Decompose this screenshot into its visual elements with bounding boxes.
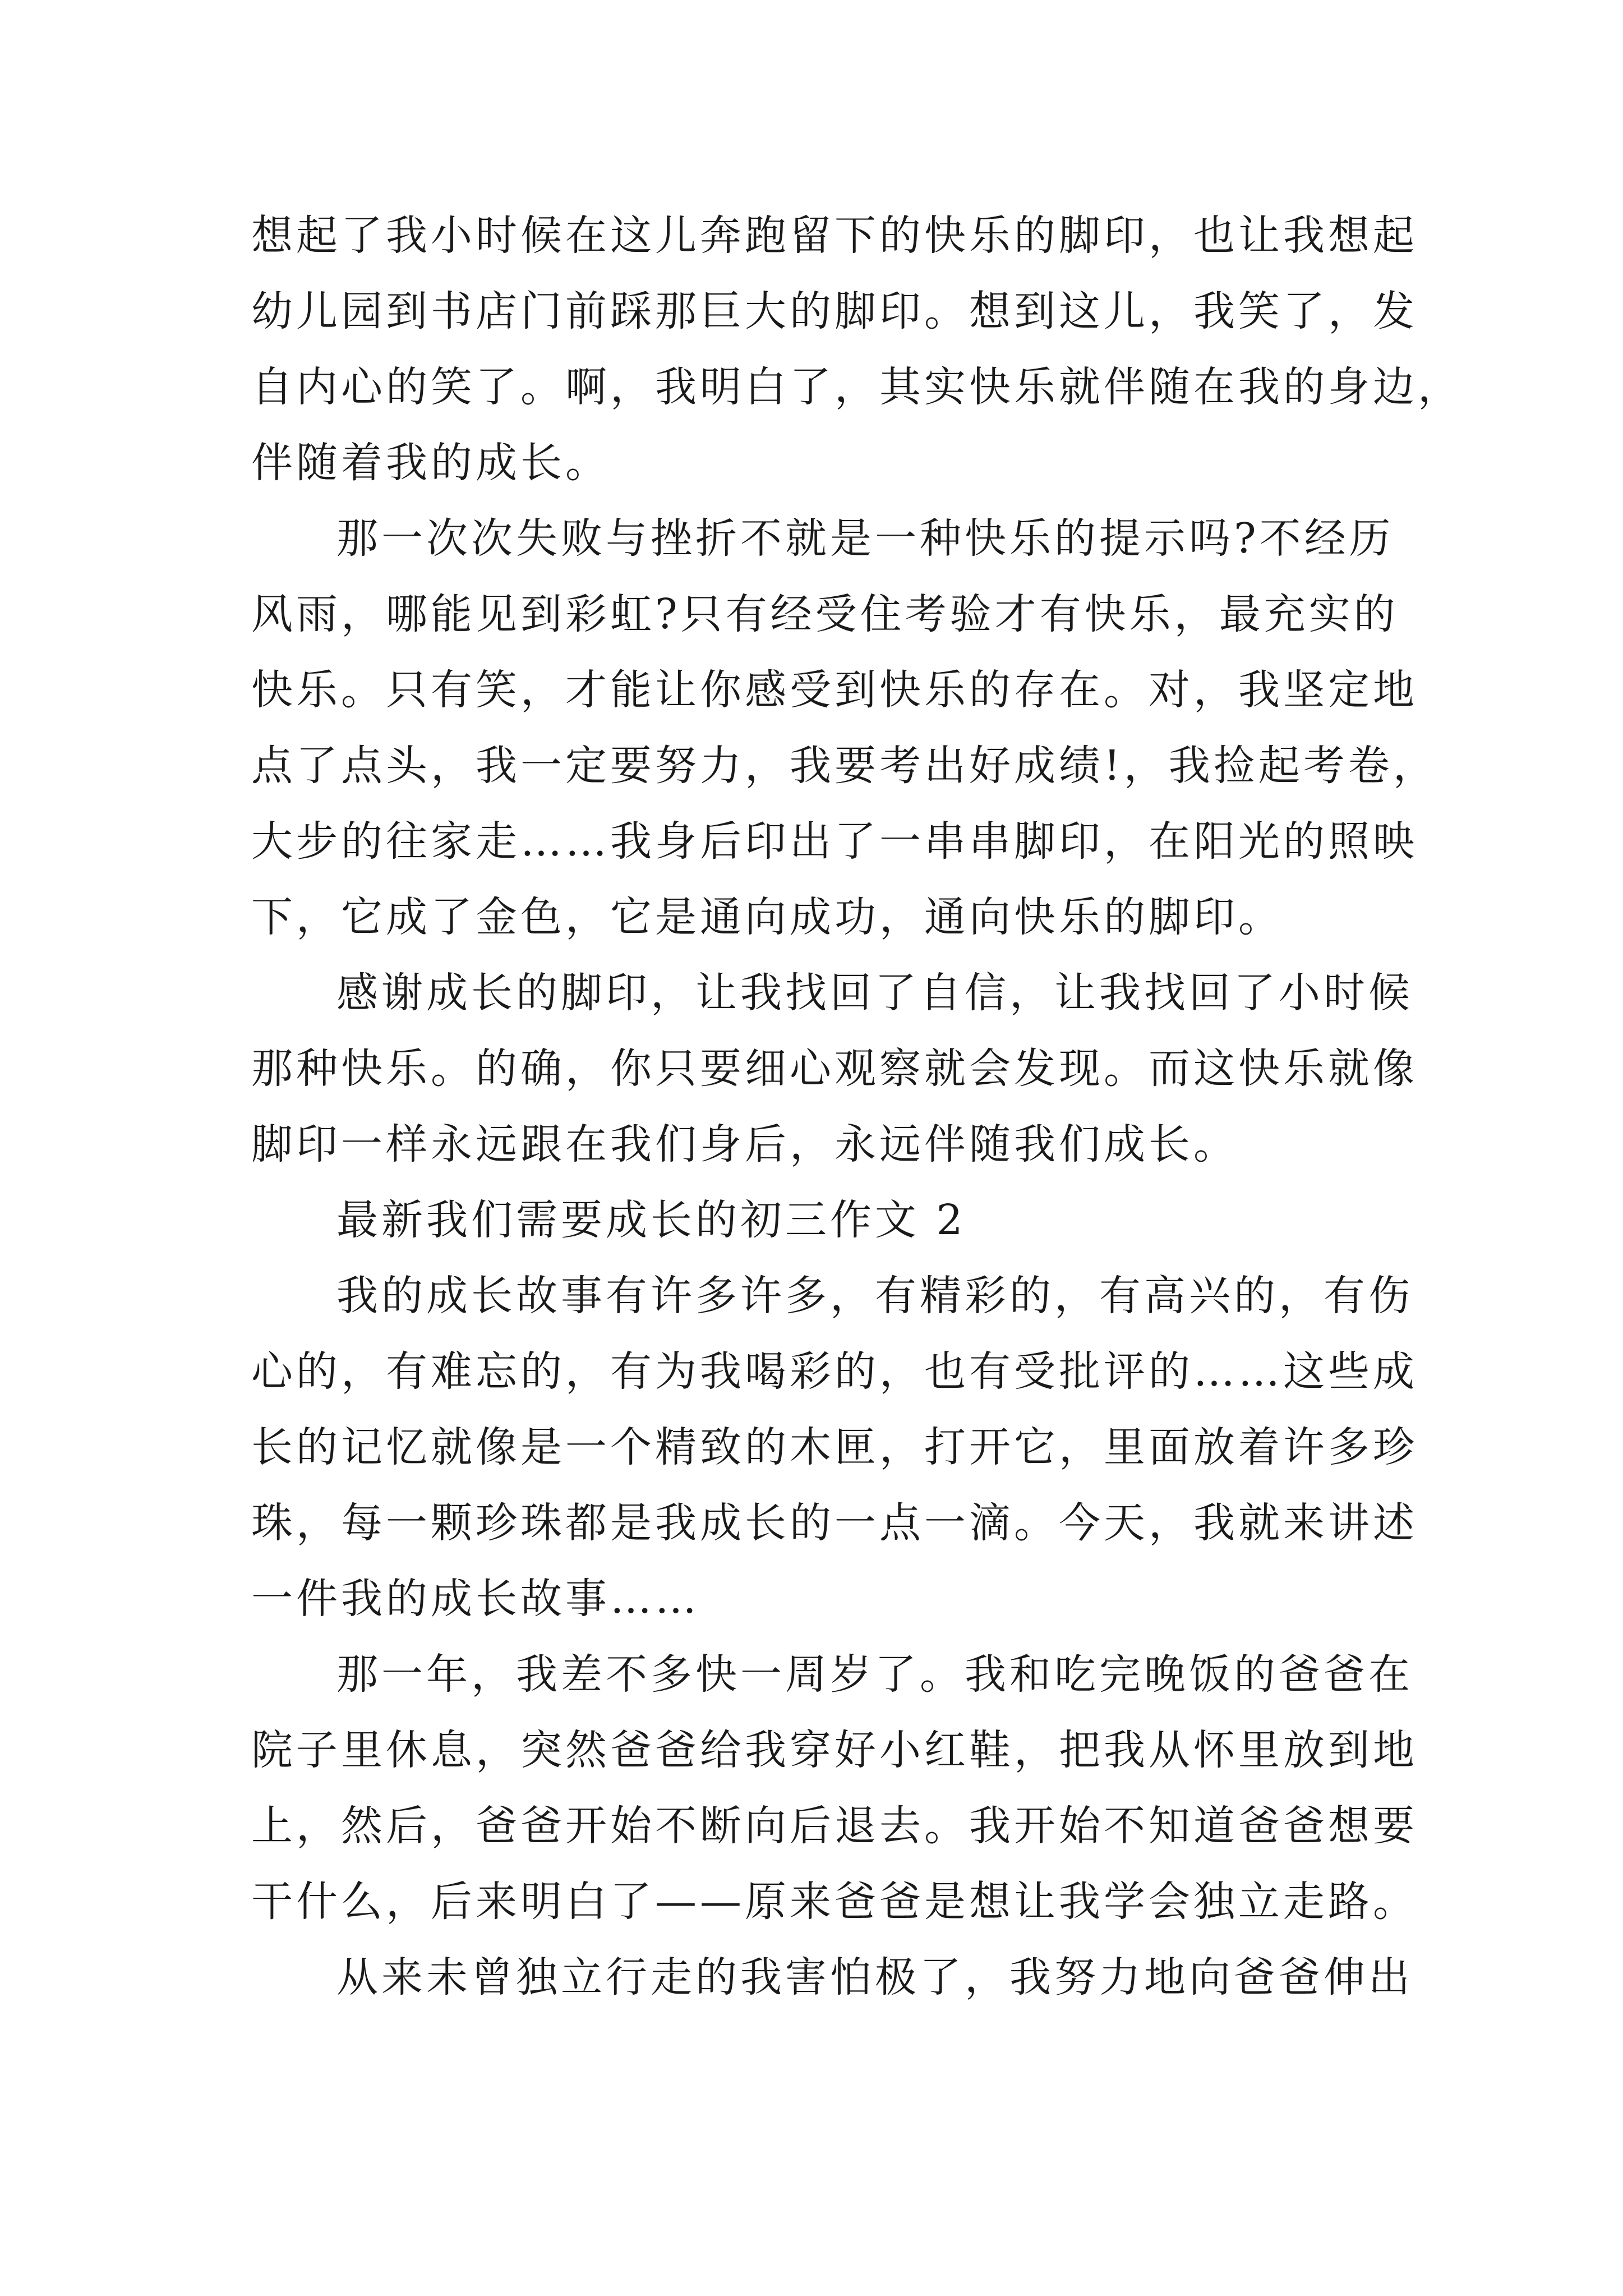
- text-line: 自内心的笑了。啊，我明白了，其实快乐就伴随在我的身边，: [251, 363, 1463, 411]
- text-line: 点了点头，我一定要努力，我要考出好成绩!，我捡起考卷，: [251, 742, 1438, 790]
- text-line: 一件我的成长故事……: [251, 1575, 700, 1623]
- text-line: 下，它成了金色，它是通向成功，通向快乐的脚印。: [251, 893, 1283, 941]
- text-line: 长的记忆就像是一个精致的木匣，打开它，里面放着许多珍: [251, 1423, 1418, 1471]
- text-line: 伴随着我的成长。: [251, 439, 610, 487]
- text-line: 干什么，后来明白了——原来爸爸是想让我学会独立走路。: [251, 1878, 1418, 1926]
- paragraph-first-line: 从来未曾独立行走的我害怕极了，我努力地向爸爸伸出: [336, 1953, 1413, 2001]
- text-line: 脚印一样永远跟在我们身后，永远伴随我们成长。: [251, 1120, 1238, 1168]
- paragraph-first-line: 我的成长故事有许多许多，有精彩的，有高兴的，有伤: [336, 1272, 1413, 1320]
- text-line: 大步的往家走……我身后印出了一串串脚印，在阳光的照映: [251, 817, 1418, 866]
- text-line: 心的，有难忘的，有为我喝彩的，也有受批评的……这些成: [251, 1347, 1418, 1396]
- paragraph-first-line: 感谢成长的脚印，让我找回了自信，让我找回了小时候: [336, 969, 1413, 1017]
- text-line: 院子里休息，突然爸爸给我穿好小红鞋，把我从怀里放到地: [251, 1726, 1418, 1774]
- text-line: 上，然后，爸爸开始不断向后退去。我开始不知道爸爸想要: [251, 1802, 1418, 1850]
- paragraph-first-line: 那一年，我差不多快一周岁了。我和吃完晚饭的爸爸在: [336, 1650, 1413, 1699]
- text-line: 那种快乐。的确，你只要细心观察就会发现。而这快乐就像: [251, 1045, 1418, 1093]
- text-line: 想起了我小时候在这儿奔跑留下的快乐的脚印，也让我想起: [251, 211, 1418, 260]
- essay-heading: 最新我们需要成长的初三作文 2: [336, 1196, 966, 1244]
- paragraph-first-line: 那一次次失败与挫折不就是一种快乐的提示吗?不经历: [336, 514, 1394, 563]
- text-line: 风雨，哪能见到彩虹?只有经受住考验才有快乐，最充实的: [251, 590, 1399, 638]
- text-line: 珠，每一颗珍珠都是我成长的一点一滴。今天，我就来讲述: [251, 1499, 1418, 1547]
- text-line: 快乐。只有笑，才能让你感受到快乐的存在。对，我坚定地: [251, 666, 1418, 714]
- text-line: 幼儿园到书店门前踩那巨大的脚印。想到这儿，我笑了，发: [251, 287, 1418, 335]
